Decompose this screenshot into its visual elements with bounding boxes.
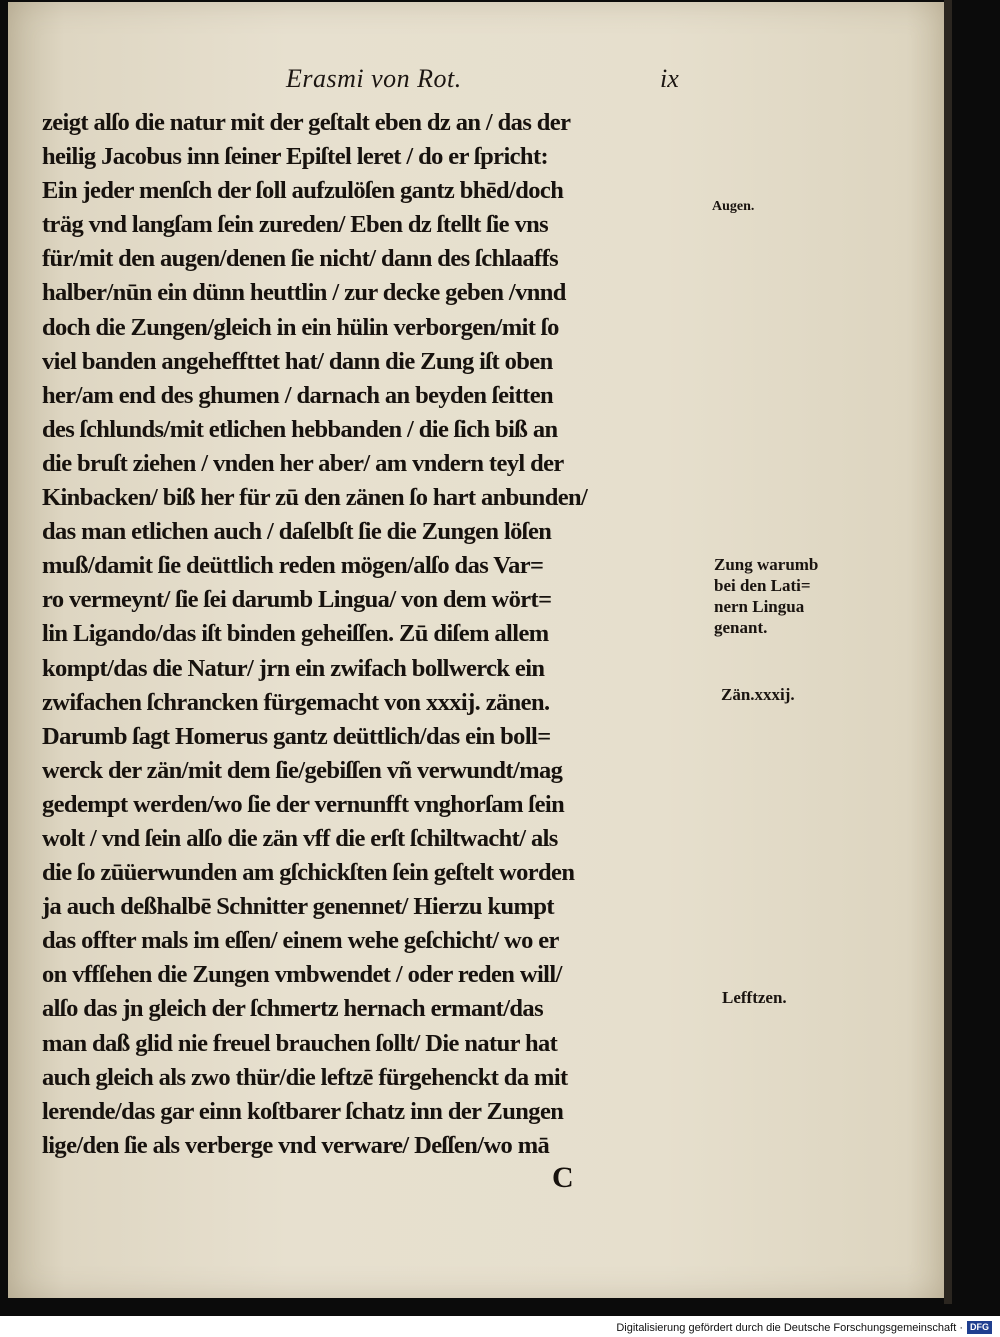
text-line: auch gleich als zwo thür/die leftzē fürgehenckt da mit bbox=[42, 1063, 568, 1091]
text-line: muß/damit ſie deüttlich reden mögen/alſo das Var= bbox=[42, 552, 544, 580]
page-header bbox=[8, 64, 944, 100]
text-line: alſo das jn gleich der ſchmertz hernach ermant/das bbox=[42, 995, 544, 1023]
text-line: on vffſehen die Zungen vmbwendet / oder reden will/ bbox=[42, 961, 562, 989]
page-edge bbox=[944, 0, 952, 1304]
text-line: lige/den ſie als verberge vnd verware/ Deſſen/wo mā bbox=[42, 1131, 550, 1159]
text-line: das man etlichen auch / daſelbſt ſie die Zungen löſen bbox=[42, 518, 552, 546]
main-text bbox=[42, 106, 718, 1193]
footer-credit-text: Digitalisierung gefördert durch die Deutsche Forschungsgemeinschaft · bbox=[616, 1321, 963, 1334]
text-line: werck der zän/mit dem ſie/gebiſſen vñ verwundt/mag bbox=[42, 756, 563, 784]
footer-credit bbox=[616, 1318, 992, 1337]
text-line: gedempt werden/wo ſie der vernunfft vnghorſam ſein bbox=[42, 790, 565, 818]
text-line: doch die Zungen/gleich in ein hülin verborgen/mit ſo bbox=[42, 313, 559, 341]
dfg-logo-icon: DFG bbox=[967, 1321, 992, 1334]
text-line: Ein jeder menſch der ſoll aufzulöſen gantz bhēd/doch bbox=[42, 177, 564, 205]
marginal-note-line: genant. bbox=[714, 618, 768, 637]
text-line: des ſchlunds/mit etlichen hebbanden / die ſich biß an bbox=[42, 415, 558, 443]
text-line: lin Ligando/das iſt binden geheiſſen. Zū diſem allem bbox=[42, 620, 549, 648]
text-line: man daß glid nie freuel brauchen ſollt/ Die natur hat bbox=[42, 1029, 558, 1057]
text-line: viel banden angeheffttet hat/ dann die Zung iſt oben bbox=[42, 347, 553, 375]
marginal-note-lefftzen: Lefftzen. bbox=[722, 988, 787, 1007]
text-line: die ſo zūüerwunden am gſchickſten ſein geſtelt worden bbox=[42, 859, 575, 887]
text-line: Kinbacken/ biß her für zū den zänen ſo hart anbunden/ bbox=[42, 484, 588, 512]
text-line: für/mit den augen/denen ſie nicht/ dann des ſchlaaffs bbox=[42, 245, 559, 273]
text-line: ro vermeynt/ ſie ſei darumb Lingua/ von dem wört= bbox=[42, 586, 552, 614]
text-line: träg vnd langſam ſein zureden/ Eben dz ſtellt ſie vns bbox=[42, 211, 549, 239]
marginal-note-zung bbox=[714, 554, 818, 638]
text-line: Darumb ſagt Homerus gantz deüttlich/das ein boll= bbox=[42, 722, 551, 750]
signature-mark: C bbox=[552, 1160, 574, 1194]
marginal-note-line: nern Lingua bbox=[714, 597, 805, 616]
text-line: die bruſt ziehen / vnden her aber/ am vndern teyl der bbox=[42, 449, 564, 477]
marginal-note-augen: Augen. bbox=[712, 199, 755, 214]
marginal-note-zaen: Zän.xxxij. bbox=[721, 685, 795, 704]
text-line: halber/nūn ein dünn heuttlin / zur decke geben /vnnd bbox=[42, 279, 566, 307]
running-head: Erasmi von Rot. bbox=[286, 64, 462, 93]
folio-number: ix bbox=[660, 64, 679, 93]
marginal-note-line: Zung warumb bbox=[714, 555, 819, 574]
text-line: wolt / vnd ſein alſo die zän vff die erſt ſchiltwacht/ als bbox=[42, 824, 558, 852]
text-line: zeigt alſo die natur mit der geſtalt eben dz an / das der bbox=[42, 109, 571, 136]
text-line: her/am end des ghumen / darnach an beyden ſeitten bbox=[42, 381, 554, 409]
book-page bbox=[8, 2, 944, 1298]
text-line: zwifachen ſchrancken fürgemacht von xxxij. zänen. bbox=[42, 688, 550, 716]
text-line: heilig Jacobus inn ſeiner Epiſtel leret / do er ſpricht: bbox=[42, 143, 549, 171]
text-line: das offter mals im eſſen/ einem wehe geſchicht/ wo er bbox=[42, 927, 559, 955]
text-line: ja auch deßhalbē Schnitter genennet/ Hierzu kumpt bbox=[42, 893, 554, 921]
text-line: kompt/das die Natur/ jrn ein zwifach bollwerck ein bbox=[42, 654, 545, 682]
text-line: lerende/das gar einn koſtbarer ſchatz inn der Zungen bbox=[42, 1097, 564, 1125]
marginal-note-line: bei den Lati= bbox=[714, 576, 811, 595]
